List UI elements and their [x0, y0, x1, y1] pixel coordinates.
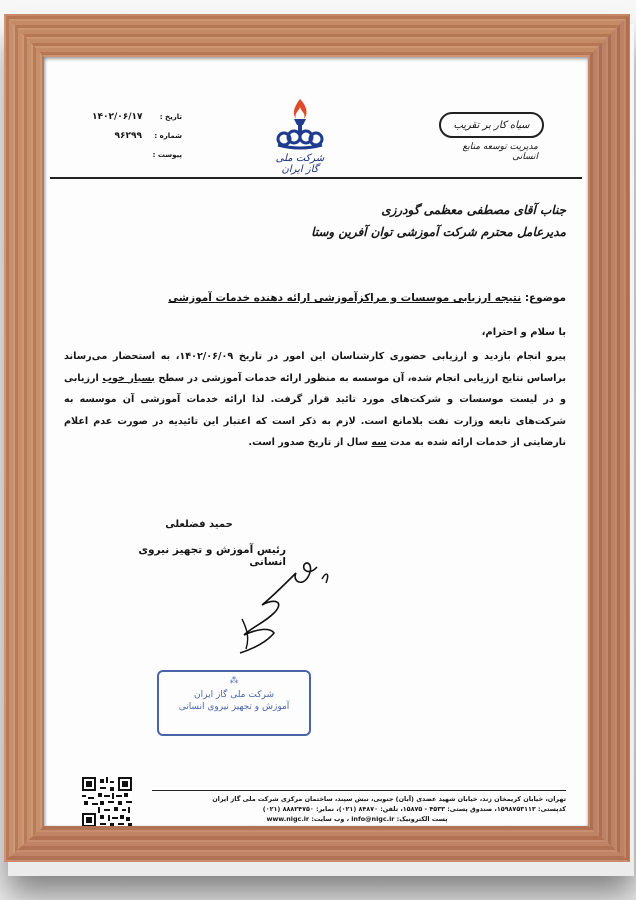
official-stamp [157, 670, 311, 736]
letter-meta [92, 107, 182, 164]
date-value: ۱۴۰۲/۰۶/۱۷ [92, 111, 143, 122]
frame-bottom-rail [4, 826, 630, 862]
seal-subtext: مدیریت توسعه منابع انسانی [462, 142, 538, 162]
department-seal [439, 112, 544, 162]
subject-text: نتیجه ارزیابی موسسات و مراکزآموزشی ارائه دهنده خدمات آموزشی [168, 292, 522, 304]
footer-address: تهران، خیابان کریمخان زند، خیابان شهید عضدی (آبان) جنوبی، نبش سپند، ساختمان مرکزی شرکت ملی گاز ایران [212, 795, 566, 803]
header-divider [50, 177, 582, 179]
signatory-title: رئیس آموزش و تجهیز نیروی انسانی [138, 544, 286, 568]
seal-text: سیاه کار بر تقریب [439, 112, 544, 138]
letter-document [44, 57, 588, 826]
company-logo-caption: شرکت ملی گاز ایران [275, 153, 325, 175]
number-row [92, 126, 182, 145]
stamp-line-2: آموزش و تجهیز نیروی انسانی [178, 702, 290, 712]
frame-left-rail [4, 14, 44, 862]
footer-divider [152, 790, 566, 791]
signatory-name: حمید فضلعلی [165, 519, 233, 530]
number-value: ۹۶۲۹۹ [114, 130, 142, 141]
body-part-2: ارزیابی و در لیست موسسات و شرکت‌های مورد تائید قرار گرفت. لذا ارائه خدمات آموزشی آن موسسه به شرکت‌های تابعه وزارت نفت بلامانع است. لازم به ذکر است که اعتبار این تائیدیه در صورت عدم اعلام نارضایتی از خدمات ارائه شده به مدت [64, 372, 566, 448]
body-part-3: سال از تاریخ صدور است. [248, 437, 372, 448]
letter-body [64, 346, 566, 454]
frame-top-rail [4, 14, 630, 57]
addressee-title: مدیرعامل محترم شرکت آموزشی توان آفرین وستا [311, 225, 566, 239]
attachment-row [92, 145, 182, 164]
footer-contact: کدپستی: ۱۵۹۸۷۵۳۱۱۳، صندوق پستی: ۴۵۳۳ - ۱۵۸۷۵، تلفن: ۸۴۸۷۰ (۰۲۱)، نمابر: ۸۸۸۲۴۷۵۰ (۰۲۱) [262, 805, 566, 813]
attachment-label: پیوست : [152, 150, 182, 159]
stamp-logo-icon: ⁂ [229, 676, 239, 686]
qr-code-icon [82, 777, 132, 826]
stamp-line-1: شرکت ملی گاز ایران [194, 690, 274, 700]
addressee [311, 199, 566, 243]
subject-line [136, 290, 566, 306]
footer-web: پست الکترونیک: info@nigc.ir ، وب سایت: www.nigc.ir [266, 815, 448, 823]
frame-right-rail [588, 14, 630, 862]
body-emphasis-duration: سه [371, 437, 387, 448]
letterhead-footer [148, 794, 566, 824]
greeting: با سلام و احترام، [481, 327, 566, 338]
number-label: شماره : [154, 131, 182, 140]
addressee-name: جناب آقای مصطفی معظمی گودرزی [381, 203, 566, 217]
flame-logo-icon [272, 95, 328, 151]
date-label: تاریخ : [159, 112, 182, 121]
body-emphasis-rating: بسیار خوب [102, 372, 155, 384]
company-logo [268, 95, 332, 175]
date-row [92, 107, 182, 126]
body-part-1: پیرو انجام بازدید و ارزیابی حضوری کارشناسان این امور در تاریخ ۱۴۰۲/۰۶/۰۹، به استحضار می‌رساند براساس نتایج ارزیابی انجام شده، آن موسسه به منظور ارائه خدمات آموزشی در سطح [64, 351, 566, 384]
subject-label: موضوع: [524, 292, 566, 304]
handwritten-signature-icon [222, 557, 332, 657]
